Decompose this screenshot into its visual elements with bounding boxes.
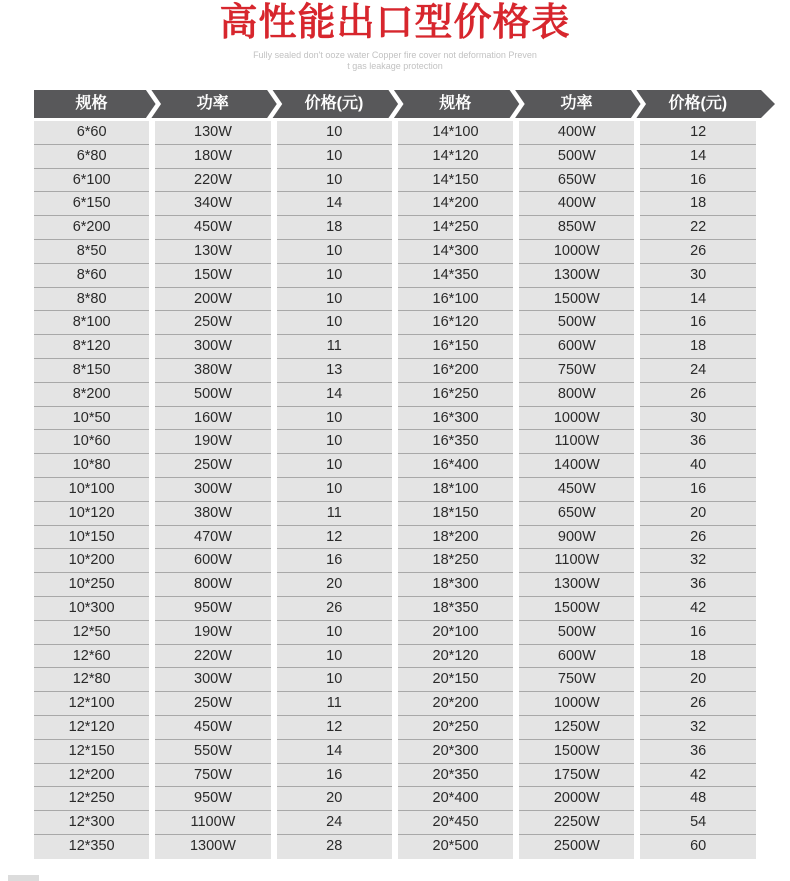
price-cell: 11 [277,502,392,526]
price-cell: 10 [277,240,392,264]
power-cell: 400W [519,121,634,145]
power-cell: 900W [519,526,634,550]
spec-cell: 10*150 [34,526,149,550]
spec-cell: 10*60 [34,430,149,454]
table-row [34,216,756,240]
spec-cell: 18*100 [398,478,513,502]
power-cell: 250W [155,454,270,478]
power-cell: 200W [155,288,270,312]
table-row [34,811,756,835]
table-row [34,692,756,716]
power-cell: 2500W [519,835,634,859]
price-cell: 42 [640,597,755,621]
power-cell: 800W [155,573,270,597]
spec-cell: 8*150 [34,359,149,383]
table-row [34,121,756,145]
price-cell: 10 [277,454,392,478]
spec-cell: 8*60 [34,264,149,288]
price-cell: 26 [640,383,755,407]
power-cell: 1100W [519,549,634,573]
table-row [34,526,756,550]
spec-cell: 16*350 [398,430,513,454]
power-cell: 300W [155,668,270,692]
page-title: 高性能出口型价格表 [219,2,571,44]
power-cell: 400W [519,192,634,216]
price-cell: 48 [640,787,755,811]
price-cell: 26 [277,597,392,621]
table-row [34,478,756,502]
spec-cell: 20*100 [398,621,513,645]
spec-cell: 6*200 [34,216,149,240]
price-cell: 12 [640,121,755,145]
table-row [34,288,756,312]
subtitle-line-2: t gas leakage protection [347,61,443,71]
price-cell: 11 [277,335,392,359]
spec-cell: 20*120 [398,645,513,669]
table-row [34,549,756,573]
power-cell: 220W [155,645,270,669]
price-cell: 24 [277,811,392,835]
power-cell: 750W [519,359,634,383]
power-cell: 130W [155,240,270,264]
price-cell: 32 [640,716,755,740]
spec-cell: 20*200 [398,692,513,716]
price-cell: 16 [640,621,755,645]
subtitle-line-1: Fully sealed don't ooze water Copper fire cover not deformation Preven [253,50,537,60]
price-cell: 10 [277,311,392,335]
header-power-left: 功率 [196,95,229,112]
price-cell: 26 [640,692,755,716]
power-cell: 1000W [519,692,634,716]
power-cell: 450W [519,478,634,502]
power-cell: 2000W [519,787,634,811]
power-cell: 450W [155,716,270,740]
spec-cell: 12*300 [34,811,149,835]
price-cell: 40 [640,454,755,478]
power-cell: 750W [155,764,270,788]
table-row [34,145,756,169]
spec-cell: 8*80 [34,288,149,312]
power-cell: 1500W [519,288,634,312]
price-cell: 10 [277,645,392,669]
header-spec-left: 规格 [75,95,108,112]
spec-cell: 12*250 [34,787,149,811]
table-body [34,121,756,859]
spec-cell: 20*500 [398,835,513,859]
price-cell: 12 [277,526,392,550]
price-cell: 36 [640,573,755,597]
spec-cell: 12*350 [34,835,149,859]
power-cell: 1100W [155,811,270,835]
power-cell: 1300W [519,573,634,597]
spec-cell: 10*200 [34,549,149,573]
power-cell: 600W [519,645,634,669]
header-price-left: 价格(元) [304,95,364,112]
power-cell: 130W [155,121,270,145]
price-cell: 18 [640,645,755,669]
price-cell: 14 [640,145,755,169]
price-cell: 60 [640,835,755,859]
table-row [34,407,756,431]
spec-cell: 12*100 [34,692,149,716]
power-cell: 180W [155,145,270,169]
price-cell: 36 [640,740,755,764]
power-cell: 380W [155,502,270,526]
power-cell: 450W [155,216,270,240]
spec-cell: 20*350 [398,764,513,788]
spec-cell: 14*200 [398,192,513,216]
spec-cell: 8*50 [34,240,149,264]
price-cell: 18 [277,216,392,240]
power-cell: 470W [155,526,270,550]
power-cell: 500W [155,383,270,407]
table-row [34,240,756,264]
table-row [34,597,756,621]
power-cell: 160W [155,407,270,431]
price-cell: 16 [640,478,755,502]
power-cell: 600W [519,335,634,359]
price-cell: 14 [277,740,392,764]
header-power-right: 功率 [560,95,593,112]
power-cell: 300W [155,335,270,359]
header-price-right: 价格(元) [668,95,728,112]
table-row [34,740,756,764]
power-cell: 1300W [519,264,634,288]
price-cell: 10 [277,264,392,288]
price-cell: 10 [277,668,392,692]
price-cell: 22 [640,216,755,240]
spec-cell: 16*100 [398,288,513,312]
table-row [34,764,756,788]
price-cell: 10 [277,288,392,312]
price-cell: 11 [277,692,392,716]
power-cell: 1300W [155,835,270,859]
table-row [34,454,756,478]
power-cell: 1000W [519,407,634,431]
spec-cell: 12*50 [34,621,149,645]
spec-cell: 12*80 [34,668,149,692]
power-cell: 300W [155,478,270,502]
table-row [34,383,756,407]
power-cell: 800W [519,383,634,407]
price-cell: 16 [277,549,392,573]
spec-cell: 18*200 [398,526,513,550]
spec-cell: 16*150 [398,335,513,359]
spec-cell: 8*200 [34,383,149,407]
power-cell: 1250W [519,716,634,740]
spec-cell: 18*350 [398,597,513,621]
price-cell: 10 [277,407,392,431]
spec-cell: 16*250 [398,383,513,407]
spec-cell: 20*250 [398,716,513,740]
spec-cell: 6*150 [34,192,149,216]
header-spec-right: 规格 [439,95,472,112]
power-cell: 600W [155,549,270,573]
spec-cell: 14*350 [398,264,513,288]
spec-cell: 12*200 [34,764,149,788]
table-row [34,573,756,597]
power-cell: 250W [155,311,270,335]
spec-cell: 14*300 [398,240,513,264]
spec-cell: 14*250 [398,216,513,240]
table-row [34,311,756,335]
power-cell: 380W [155,359,270,383]
price-cell: 10 [277,145,392,169]
price-cell: 20 [640,668,755,692]
price-cell: 26 [640,240,755,264]
price-cell: 10 [277,430,392,454]
spec-cell: 10*80 [34,454,149,478]
price-cell: 18 [640,335,755,359]
price-cell: 24 [640,359,755,383]
spec-cell: 10*250 [34,573,149,597]
power-cell: 220W [155,169,270,193]
price-cell: 10 [277,121,392,145]
spec-cell: 14*120 [398,145,513,169]
table-row [34,264,756,288]
price-cell: 12 [277,716,392,740]
table-row [34,787,756,811]
spec-cell: 16*120 [398,311,513,335]
price-cell: 16 [277,764,392,788]
spec-cell: 10*100 [34,478,149,502]
power-cell: 150W [155,264,270,288]
spec-cell: 16*400 [398,454,513,478]
price-cell: 10 [277,621,392,645]
price-cell: 28 [277,835,392,859]
spec-cell: 10*120 [34,502,149,526]
power-cell: 190W [155,430,270,454]
price-cell: 10 [277,169,392,193]
table-row [34,335,756,359]
corner-decoration [8,875,39,881]
price-cell: 30 [640,407,755,431]
power-cell: 500W [519,145,634,169]
spec-cell: 6*100 [34,169,149,193]
power-cell: 1500W [519,597,634,621]
table-row [34,359,756,383]
power-cell: 500W [519,311,634,335]
spec-cell: 16*200 [398,359,513,383]
price-cell: 26 [640,526,755,550]
price-cell: 42 [640,764,755,788]
spec-cell: 14*100 [398,121,513,145]
price-cell: 14 [277,192,392,216]
price-cell: 14 [277,383,392,407]
price-cell: 36 [640,430,755,454]
spec-cell: 10*50 [34,407,149,431]
price-cell: 54 [640,811,755,835]
price-cell: 10 [277,478,392,502]
table-row [34,430,756,454]
power-cell: 2250W [519,811,634,835]
spec-cell: 12*150 [34,740,149,764]
power-cell: 1500W [519,740,634,764]
price-cell: 18 [640,192,755,216]
power-cell: 1400W [519,454,634,478]
spec-cell: 18*250 [398,549,513,573]
power-cell: 340W [155,192,270,216]
subtitle [0,50,790,72]
power-cell: 650W [519,502,634,526]
spec-cell: 18*300 [398,573,513,597]
spec-cell: 18*150 [398,502,513,526]
table-row [34,835,756,859]
price-cell: 14 [640,288,755,312]
spec-cell: 12*120 [34,716,149,740]
power-cell: 950W [155,597,270,621]
spec-cell: 12*60 [34,645,149,669]
spec-cell: 10*300 [34,597,149,621]
spec-cell: 16*300 [398,407,513,431]
table-row [34,645,756,669]
table-row [34,716,756,740]
table-row [34,668,756,692]
price-cell: 20 [640,502,755,526]
table-row [34,169,756,193]
power-cell: 500W [519,621,634,645]
table-row [34,502,756,526]
spec-cell: 8*100 [34,311,149,335]
power-cell: 250W [155,692,270,716]
power-cell: 950W [155,787,270,811]
power-cell: 1750W [519,764,634,788]
spec-cell: 8*120 [34,335,149,359]
table-header [34,90,776,118]
power-cell: 650W [519,169,634,193]
spec-cell: 20*400 [398,787,513,811]
power-cell: 1000W [519,240,634,264]
power-cell: 850W [519,216,634,240]
power-cell: 1100W [519,430,634,454]
price-cell: 16 [640,311,755,335]
spec-cell: 6*80 [34,145,149,169]
price-cell: 13 [277,359,392,383]
spec-cell: 20*450 [398,811,513,835]
power-cell: 190W [155,621,270,645]
price-cell: 32 [640,549,755,573]
table-row [34,192,756,216]
price-cell: 30 [640,264,755,288]
power-cell: 550W [155,740,270,764]
spec-cell: 14*150 [398,169,513,193]
spec-cell: 20*150 [398,668,513,692]
spec-cell: 6*60 [34,121,149,145]
table-row [34,621,756,645]
power-cell: 750W [519,668,634,692]
spec-cell: 20*300 [398,740,513,764]
price-cell: 20 [277,787,392,811]
price-cell: 20 [277,573,392,597]
price-cell: 16 [640,169,755,193]
